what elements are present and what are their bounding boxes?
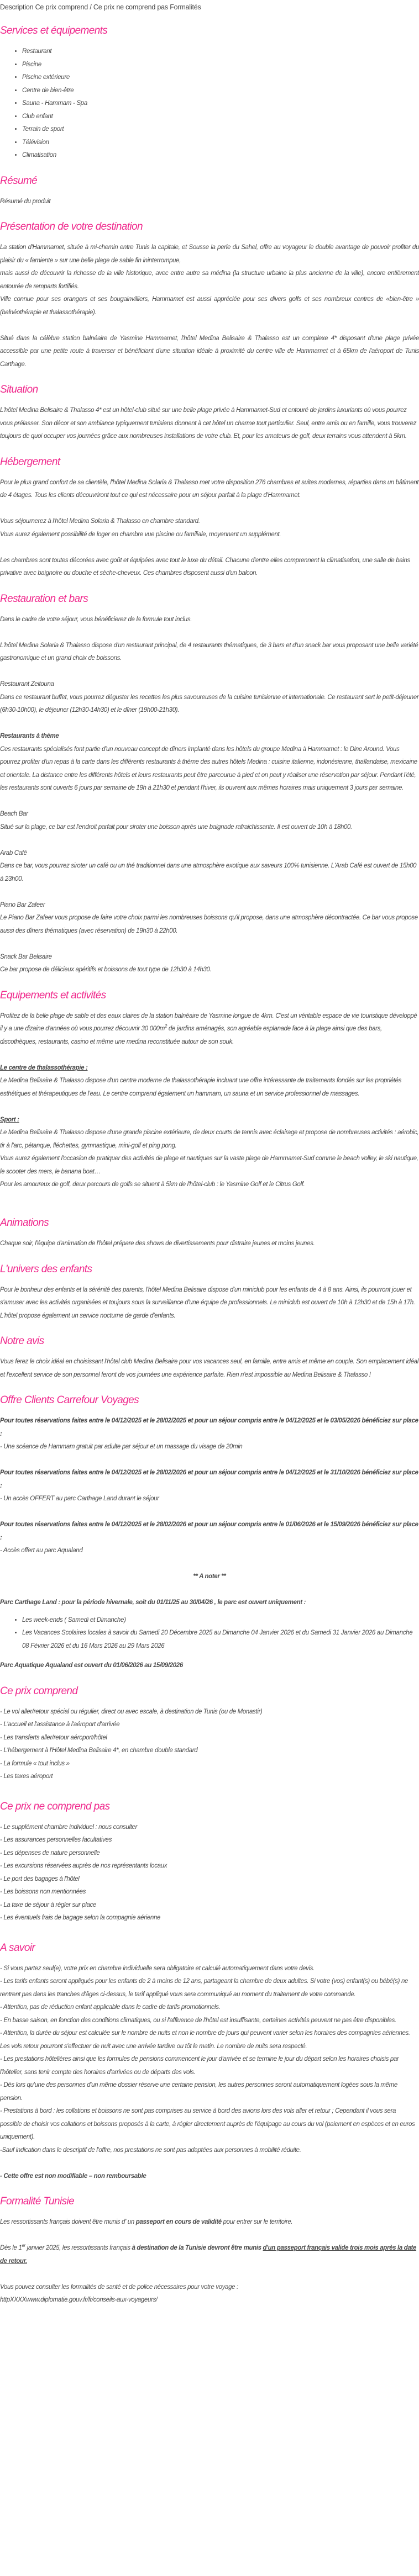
formalite-p1: Les ressortissants français doivent être munis d' un passeport en cours de validité pour entrer sur le territoire. [0,2219,293,2225]
equipements-heading: Equipements et activités [0,989,106,1001]
thalasso-title: Le centre de thalassothérapie : [0,1064,88,1071]
ne-comprend-pas-heading: Ce prix ne comprend pas [0,1800,110,1812]
avis-heading: Notre avis [0,1335,44,1347]
offre-benefit: - Un accès OFFERT au parc Carthage Land durant le séjour [0,1495,159,1502]
equipements-p1: Profitez de la belle plage de sable et des eaux claires de la station balnéaire de Yasmine longue de 4km. C'est un véritable espace de vie touristique développé il y a une dizaine d'années où vous pourrez découvrir 30 $000m^2$ de jardins aménagés, son agréable esplanade face à la plage ainsi que des bars, discothèques, restaurants, casino et même une medina reconstituée autour de son souk. [0,1012,417,1045]
a-savoir-item: -Sauf indication dans le descriptif de l'offre, nos prestations ne sont pas adaptées aux personnes à mobilité réduite. [0,2146,301,2154]
presentation-p3: Ville connue pour ses orangers et ses bougainvilliers, Hammamet est aussi appréciée pour ses divers golfs et ses nombreux centres de «bien-être » (balnéothérapie et thalassothérapie). [0,296,419,316]
service-item: • Piscine [22,59,419,72]
note-title: ** A noter ** [193,1573,226,1580]
services-list [0,45,419,162]
presentation-p1: La station d'Hammamet, située à mi-chemin entre Tunis la capitale, et Sousse la perle du Sahel, offre au voyageur le double avantage de pouvoir profiter du plaisir du « farniente » sur une belle plage de sable fin ininterrompue, [0,244,419,264]
presentation-p2: mais aussi de découvrir la richesse de la ville historique, avec entre autre sa médina (la structure urbaine la plus ancienne de la ville), encore entièrement entourée de remparts fortifiés. [0,270,419,290]
enfants-text: Pour le bonheur des enfants et la sérénité des parents, l'hôtel Medina Belisaire dispose d'un miniclub pour les enfants de 4 à 8 ans. Ainsi, ils pourront jouer et s'amuser avec les activités organisées et toujours sous la surveillance d'une équipe de professionnels. Le miniclub est ouvert de 10h à 12h30 et de 15h à 17h. L'hôtel propose également un service nocturne de garde d'enfants. [0,1286,415,1319]
exclusion-item: - Les dépenses de nature personnelle [0,1849,100,1856]
a-savoir-item: - Les tarifs enfants seront appliqués pour les enfants de 2 à moins de 12 ans, partageant la chambre de deux adultes. Si votre (vos) enfant(s) ou bébé(s) ne rentrent pas dans les tranches d'âges ci-dessus, le tarif appliqué vous sera communiqué au moment du traitement de votre commande. [0,1978,408,1998]
arab-cafe-text: Dans ce bar, vous pourrez siroter un café ou un thé traditionnel dans une atmosphère exotique aux saveurs 100% tunisienne. L'Arab Café est ouvert de 15h00 à 23h00. [0,863,417,882]
enfants-heading: L'univers des enfants [0,1263,92,1275]
section-tabs[interactable]: Description Ce prix comprend / Ce prix ne comprend pas Formalités [0,3,201,11]
service-item: • Télévision [22,136,419,150]
restauration-heading: Restauration et bars [0,593,88,605]
service-item: • Climatisation [22,149,419,162]
piano-bar-title: Piano Bar Zafeer [0,901,45,908]
service-item: • Terrain de sport [22,123,419,136]
sport-p1: Le Medina Belisaire & Thalasso dispose d'une grande piscine extérieure, de deux courts de tennis avec éclairage et propose de nombreuses activités : aérobic, tir à l'arc, pétanque, fléchettes, gymnastique, mini-golf et ping pong. [0,1129,419,1149]
zeitouna-title: Restaurant Zeitouna [0,681,54,687]
hebergement-p2: Vous séjournerez à l'hôtel Medina Solaria & Thalasso en chambre standard. [0,518,200,525]
a-savoir-heading: A savoir [0,1942,35,1954]
exclusion-item: - Le port des bagages à l'hôtel [0,1875,80,1882]
service-item: • Centre de bien-être [22,84,419,98]
service-item: • Restaurant [22,45,419,59]
piano-bar-text: Le Piano Bar Zafeer vous propose de faire votre choix parmi les nombreuses boissons qu'il propose, dans une atmosphère décontractée. Ce bar vous propose aussi des dîners thématiques (avec réservation) de 19h30 à 22h00. [0,914,418,934]
a-savoir-item: - En basse saison, en fonction des conditions climatiques, ou si l'affluence de l'hôtel est insuffisante, certaines activités peuvent ne pas être disponibles. [0,2017,396,2024]
carthage-land-list [0,1614,419,1653]
comprend-heading: Ce prix comprend [0,1685,78,1697]
restauration-p2: L'hôtel Medina Solaria & Thalasso dispose d'un restaurant principal, de 4 restaurants thématiques, de 3 bars et d'un snack bar vous proposant une belle variété gastronomique et un grand choix de boissons. [0,642,418,662]
hebergement-p3: Vous aurez également possibilité de loger en chambre vue piscine ou familiale, moyennant un supplément. [0,531,281,538]
service-item: • Piscine extérieure [22,71,419,84]
exclusion-item: - Les assurances personnelles facultatives [0,1837,112,1843]
a-savoir-item: - Prestations à bord : les collations et boissons ne sont pas comprises au service à bord des avions lors des vols aller et retour ; Cependant il vous sera possible de choisir vos collations et boissons proposés à la carte, à régler directement auprès de l'équipage au cours du vol (paiement en espèces et en euros uniquement). [0,2108,415,2140]
offre-condition: Pour toutes réservations faites entre le 04/12/2025 et le 28/02/2026 et pour un séjour compris entre le 04/12/2025 et le 31/10/2026 bénéficiez sur place : [0,1469,418,1489]
exclusion-item: - Les excursions réservées auprès de nos représentants locaux [0,1863,167,1869]
sport-title: Sport : [0,1116,19,1123]
exclusion-item: - La taxe de séjour à régler sur place [0,1901,96,1908]
theme-restaurants-title: Restaurants à thème [0,733,59,739]
non-refundable-warning: - Cette offre est non modifiable – non remboursable [0,2172,146,2180]
beach-bar-text: Situé sur la plage, ce bar est l'endroit parfait pour siroter une boisson après une baignade rafraichissante. Il est ouvert de 10h à 18h00. [0,823,352,831]
formalite-p2: Dès le 1er janvier 2025, les ressortissants français à destination de la Tunisie devront être munis d'un passeport français valide trois mois après la date de retour. [0,2243,417,2265]
a-savoir-item: - Si vous partez seul(e), votre prix en chambre individuelle sera obligatoire et calculé automatiquement dans votre devis. [0,1965,315,1972]
offre-heading: Offre Clients Carrefour Voyages [0,1394,139,1406]
presentation-heading: Présentation de votre destination [0,221,143,232]
hebergement-p4: Les chambres sont toutes décorées avec goût et équipées avec tout le luxe du détail. Chacune d'entre elles comprennent la climatisation, une salle de bains privative avec baignoire ou douche et sèche-cheveux. Ces chambres disposent aussi d'un balcon. [0,557,410,576]
diplomatie-link[interactable]: httpXXXXwww.diplomatie.gouv.fr/fr/conseils-aux-voyageurs/ [0,2297,158,2303]
resume-heading: Résumé [0,174,38,187]
resume-text: Résumé du produit [0,198,51,205]
restauration-intro: Dans le cadre de votre séjour, vous bénéficierez de la formule tout inclus. [0,616,192,623]
carthage-item: • Les Vacances Scolaires locales à savoir du Samedi 20 Décembre 2025 au Dimanche 04 Janvier 2026 et du Samedi 31 Janvier 2026 au Dimanche 08 Février 2026 et du 16 Mars 2026 au 29 Mars 2026 [22,1627,419,1653]
a-savoir-item: - Attention, la durée du séjour est calculée sur le nombre de nuits et non le nombre de jours qui peuvent varier selon les horaires des compagnies aériennes. Les vols retour pourront s'effectuer de nuit avec une arrivée tardive ou tôt le matin. Le nombre de nuits sera respecté. [0,2030,410,2050]
carthage-land-info: Parc Carthage Land : pour la période hivernale, soit du 01/11/25 au 30/04/26 , le parc est ouvert uniquement : [0,1599,306,1606]
hebergement-p1: Pour le plus grand confort de sa clientèle, l'hôtel Medina Solaria & Thalasso met votre disposition 276 chambres et suites modernes, réparties dans un bâtiment de 4 étages. Tous les clients découvriront tout ce qui est nécessaire pour un séjour parfait à la plage d'Hammamet. [0,479,419,499]
animations-heading: Animations [0,1217,49,1229]
thalasso-text: Le Medina Belisaire & Thalasso dispose d'un centre moderne de thalassothérapie incluant une offre intéressante de traitements fondés sur les propriétés esthétiques et thérapeutiques de l'eau. Le centre comprend également un hammam, un sauna et un service professionnel de massages. [0,1077,402,1097]
exclusion-item: - Le supplément chambre individuel : nous consulter [0,1823,138,1831]
comprend-item: - La formule « tout inclus » [0,1760,70,1767]
a-savoir-item: - Attention, pas de réduction enfant applicable dans le cadre de tarifs promotionnels. [0,2004,221,2011]
exclusion-item: - Les boissons non mentionnées [0,1889,86,1895]
service-item: • Sauna - Hammam - Spa [22,97,419,110]
beach-bar-title: Beach Bar [0,811,28,817]
hebergement-heading: Hébergement [0,456,60,468]
zeitouna-text: Dans ce restaurant buffet, vous pourrez déguster les recettes les plus savoureuses de la cuisine tunisienne et internationale. Ce restaurant sert le petit-déjeuner (6h30-10h00), le déjeuner (12h30-14h30) et le dîner (19h00-21h30). [0,694,419,713]
a-savoir-item: - Dès lors qu'une des personnes d'un même dossier réserve une certaine pension, les autres personnes seront automatiquement logées sous la même pension. [0,2082,397,2102]
service-item: • Club enfant [22,110,419,124]
offre-benefit: - Une scéance de Hammam gratuit par adulte par séjour et un massage du visage de 20min [0,1443,243,1450]
offre-condition: Pour toutes réservations faites entre le 04/12/2025 et le 28/02/2026 et pour un séjour compris entre le 01/06/2026 et le 15/09/2026 bénéficiez sur place : [0,1521,418,1541]
comprend-item: - L'hébergement à l'Hôtel Medina Belisaire 4*, en chambre double standard [0,1747,198,1754]
snack-bar-title: Snack Bar Belisaire [0,953,52,960]
carthage-item: • Les week-ends ( Samedi et Dimanche) [22,1614,419,1627]
offre-benefit: - Accès offert au parc Aqualand [0,1547,83,1554]
comprend-item: - Le vol aller/retour spécial ou régulier, direct ou avec escale, à destination de Tunis (ou de Monastir) [0,1708,263,1715]
formalite-p3: Vous pouvez consulter les formalités de santé et de police nécessaires pour votre voyage : [0,2283,238,2291]
animations-text: Chaque soir, l'équipe d'animation de l'hôtel prépare des shows de divertissements pour distraire jeunes et moins jeunes. [0,1240,315,1247]
situation-text: L'hôtel Medina Belisaire & Thalasso 4* est un hôtel-club situé sur une belle plage privée à Hammamet-Sud et entouré de jardins luxuriants où vous pourrez vous prélasser. Son décor et son ambiance typiquement tunisiens donnent à cet hôtel un charme tout particulier. Seul, entre amis ou en famille, vous trouverez toujours de quoi occuper vos journées grâce aux nombreuses installations de votre club. Et, pour les amateurs de golf, deux terrains vous attendent à 5km. [0,407,417,440]
sport-p2: Vous aurez également l'occasion de pratiquer des activités de plage et nautiques sur la vaste plage de Hammamet-Sud comme le beach volley, le ski nautique, le scooter des mers, le banana boat… [0,1155,418,1175]
comprend-item: - L'accueil et l'assistance à l'aéroport d'arrivée [0,1721,120,1728]
situation-heading: Situation [0,384,38,395]
offre-condition: Pour toutes réservations faites entre le 04/12/2025 et le 28/02/2025 et pour un séjour compris entre le 04/12/2025 et le 03/05/2026 bénéficiez sur place : [0,1417,418,1437]
sport-p3: Pour les amoureux de golf, deux parcours de golfs se situent à 5km de l'hôtel-club : le Yasmine Golf et le Citrus Golf. [0,1181,305,1188]
a-savoir-item: - Les prestations hôtelières ainsi que les formules de pensions commencent le jour d'arrivée et se termine le jour du départ selon les horaires choisis par l'hôtelier, sans tenir compte des horaires d'arrivées ou de départs des vols. [0,2056,399,2076]
arab-cafe-title: Arab Café [0,849,27,856]
formalite-heading: Formalité Tunisie [0,2196,75,2207]
exclusion-item: - Les éventuels frais de bagage selon la compagnie aérienne [0,1914,161,1921]
presentation-p4: Situé dans la célèbre station balnéaire de Yasmine Hammamet, l'hôtel Medina Belisaire & Thalasso est un complexe 4* disposant d'une plage privée accessible par une petite route à traverser et bénéficiant d'une situation idéale à proximité du centre ville de Hammamet et à 65km de l'aéroport de Tunis Carthage. [0,335,419,368]
comprend-item: - Les transferts aller/retour aéroport/hôtel [0,1734,107,1741]
comprend-item: - Les taxes aéroport [0,1773,53,1780]
theme-restaurants-text: Ces restaurants spécialisés font partie d'un nouveau concept de dîners implanté dans les hôtels du groupe Medina à Hammamet : le Dine Around. Vous pourrez profiter d'un repas à la carte dans les différents restaurants à thème des autres hôtels Medina : cuisine italienne, indonésienne, thaïlandaise, mexicaine et orientale. La distance entre les différents hôtels et leurs restaurants peut être parcourue à pied et on peut y réaliser une réservation par séjour. Pendant l'été, les restaurants sont ouverts 6 jours par semaine de 19h à 21h30 et pendant l'hiver, ils ouvrent aux mêmes horaires mais uniquement 3 jours par semaine. [0,745,417,791]
avis-text: Vous ferez le choix idéal en choisissant l'hôtel club Medina Belisaire pour vos vacances seul, en famille, entre amis et même en couple. Son emplacement idéal et l'excellent service de son personnel feront de vos journées une expérience parfaite. Rien n'est impossible au Medina Belisaire & Thalasso ! [0,1358,419,1378]
aqualand-info: Parc Aquatique Aqualand est ouvert du 01/06/2026 au 15/09/2026 [0,1662,183,1669]
snack-bar-text: Ce bar propose de délicieux apéritifs et boissons de tout type de 12h30 à 14h30. [0,966,212,973]
services-heading: Services et équipements [0,25,108,36]
